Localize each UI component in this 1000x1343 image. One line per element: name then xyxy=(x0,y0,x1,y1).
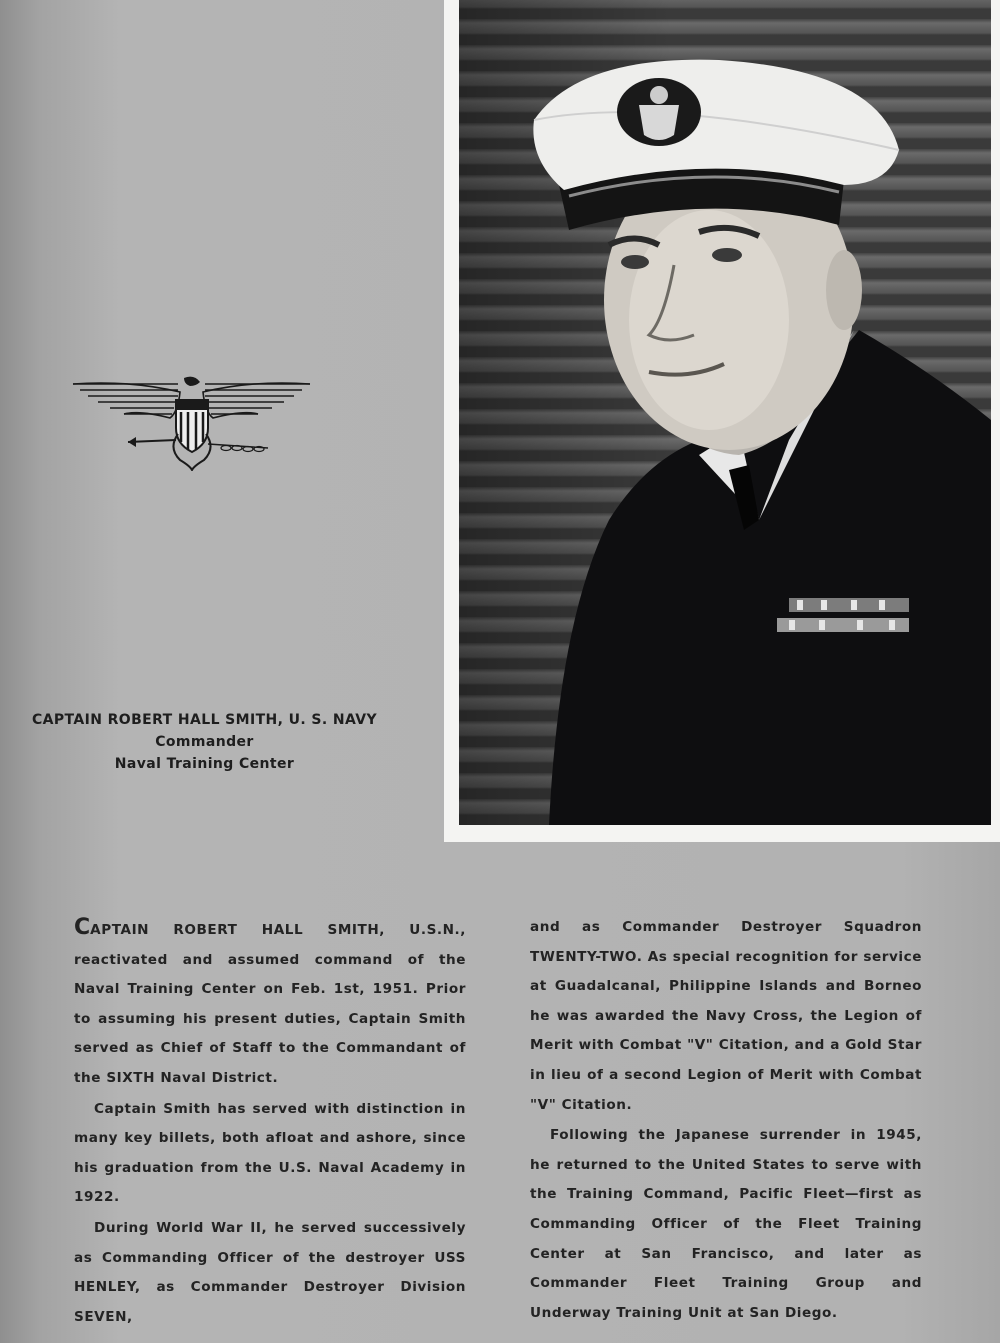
paragraph: Following the Japanese surrender in 1945, he returned to the United States to serve with the Training Command, Pacific Fleet—first as Commanding Officer of the Fleet Training Center at San Francisco, and later as Commander Fleet Training Group and Underway Training Unit at San Diego. xyxy=(530,1127,922,1321)
paragraph: CAPTAIN ROBERT HALL SMITH, U.S.N., reactivated and assumed command of the Naval Training Center on Feb. 1st, 1951. Prior to assuming his present duties, Captain Smith served as Chief of Staff to the Commandant of the SIXTH Naval District. xyxy=(74,915,466,1086)
dropcap: C xyxy=(74,915,91,940)
paragraph: During World War II, he served successively as Commanding Officer of the destroyer USS HENLEY, as Commander Destroyer Division SEVEN, xyxy=(74,1219,466,1325)
article-left-column xyxy=(74,913,466,1333)
lead-in: APTAIN ROBERT HALL SMITH, xyxy=(90,922,385,938)
paragraph: Captain Smith has served with distinction in many key billets, both afloat and ashore, since his graduation from the U.S. Naval Academy in 1922. xyxy=(74,1100,466,1206)
caption-unit: Naval Training Center xyxy=(114,756,295,772)
portrait-caption xyxy=(22,709,387,775)
paragraph: and as Commander Destroyer Squadron TWENTY-TWO. As special recognition for service at Guadalcanal, Philippine Islands and Borneo he was awarded the Navy Cross, the Legion of Merit with Combat "V" Citation, and a Gold Star in lieu of a second Legion of Merit with Combat "V" Citation. xyxy=(530,919,922,1113)
caption-name: CAPTAIN ROBERT HALL SMITH, U. S. NAVY xyxy=(31,712,378,728)
portrait-photo xyxy=(459,0,991,825)
caption-title: Commander xyxy=(155,734,254,750)
eagle-insignia-icon xyxy=(70,376,315,471)
article-right-column xyxy=(530,913,922,1329)
